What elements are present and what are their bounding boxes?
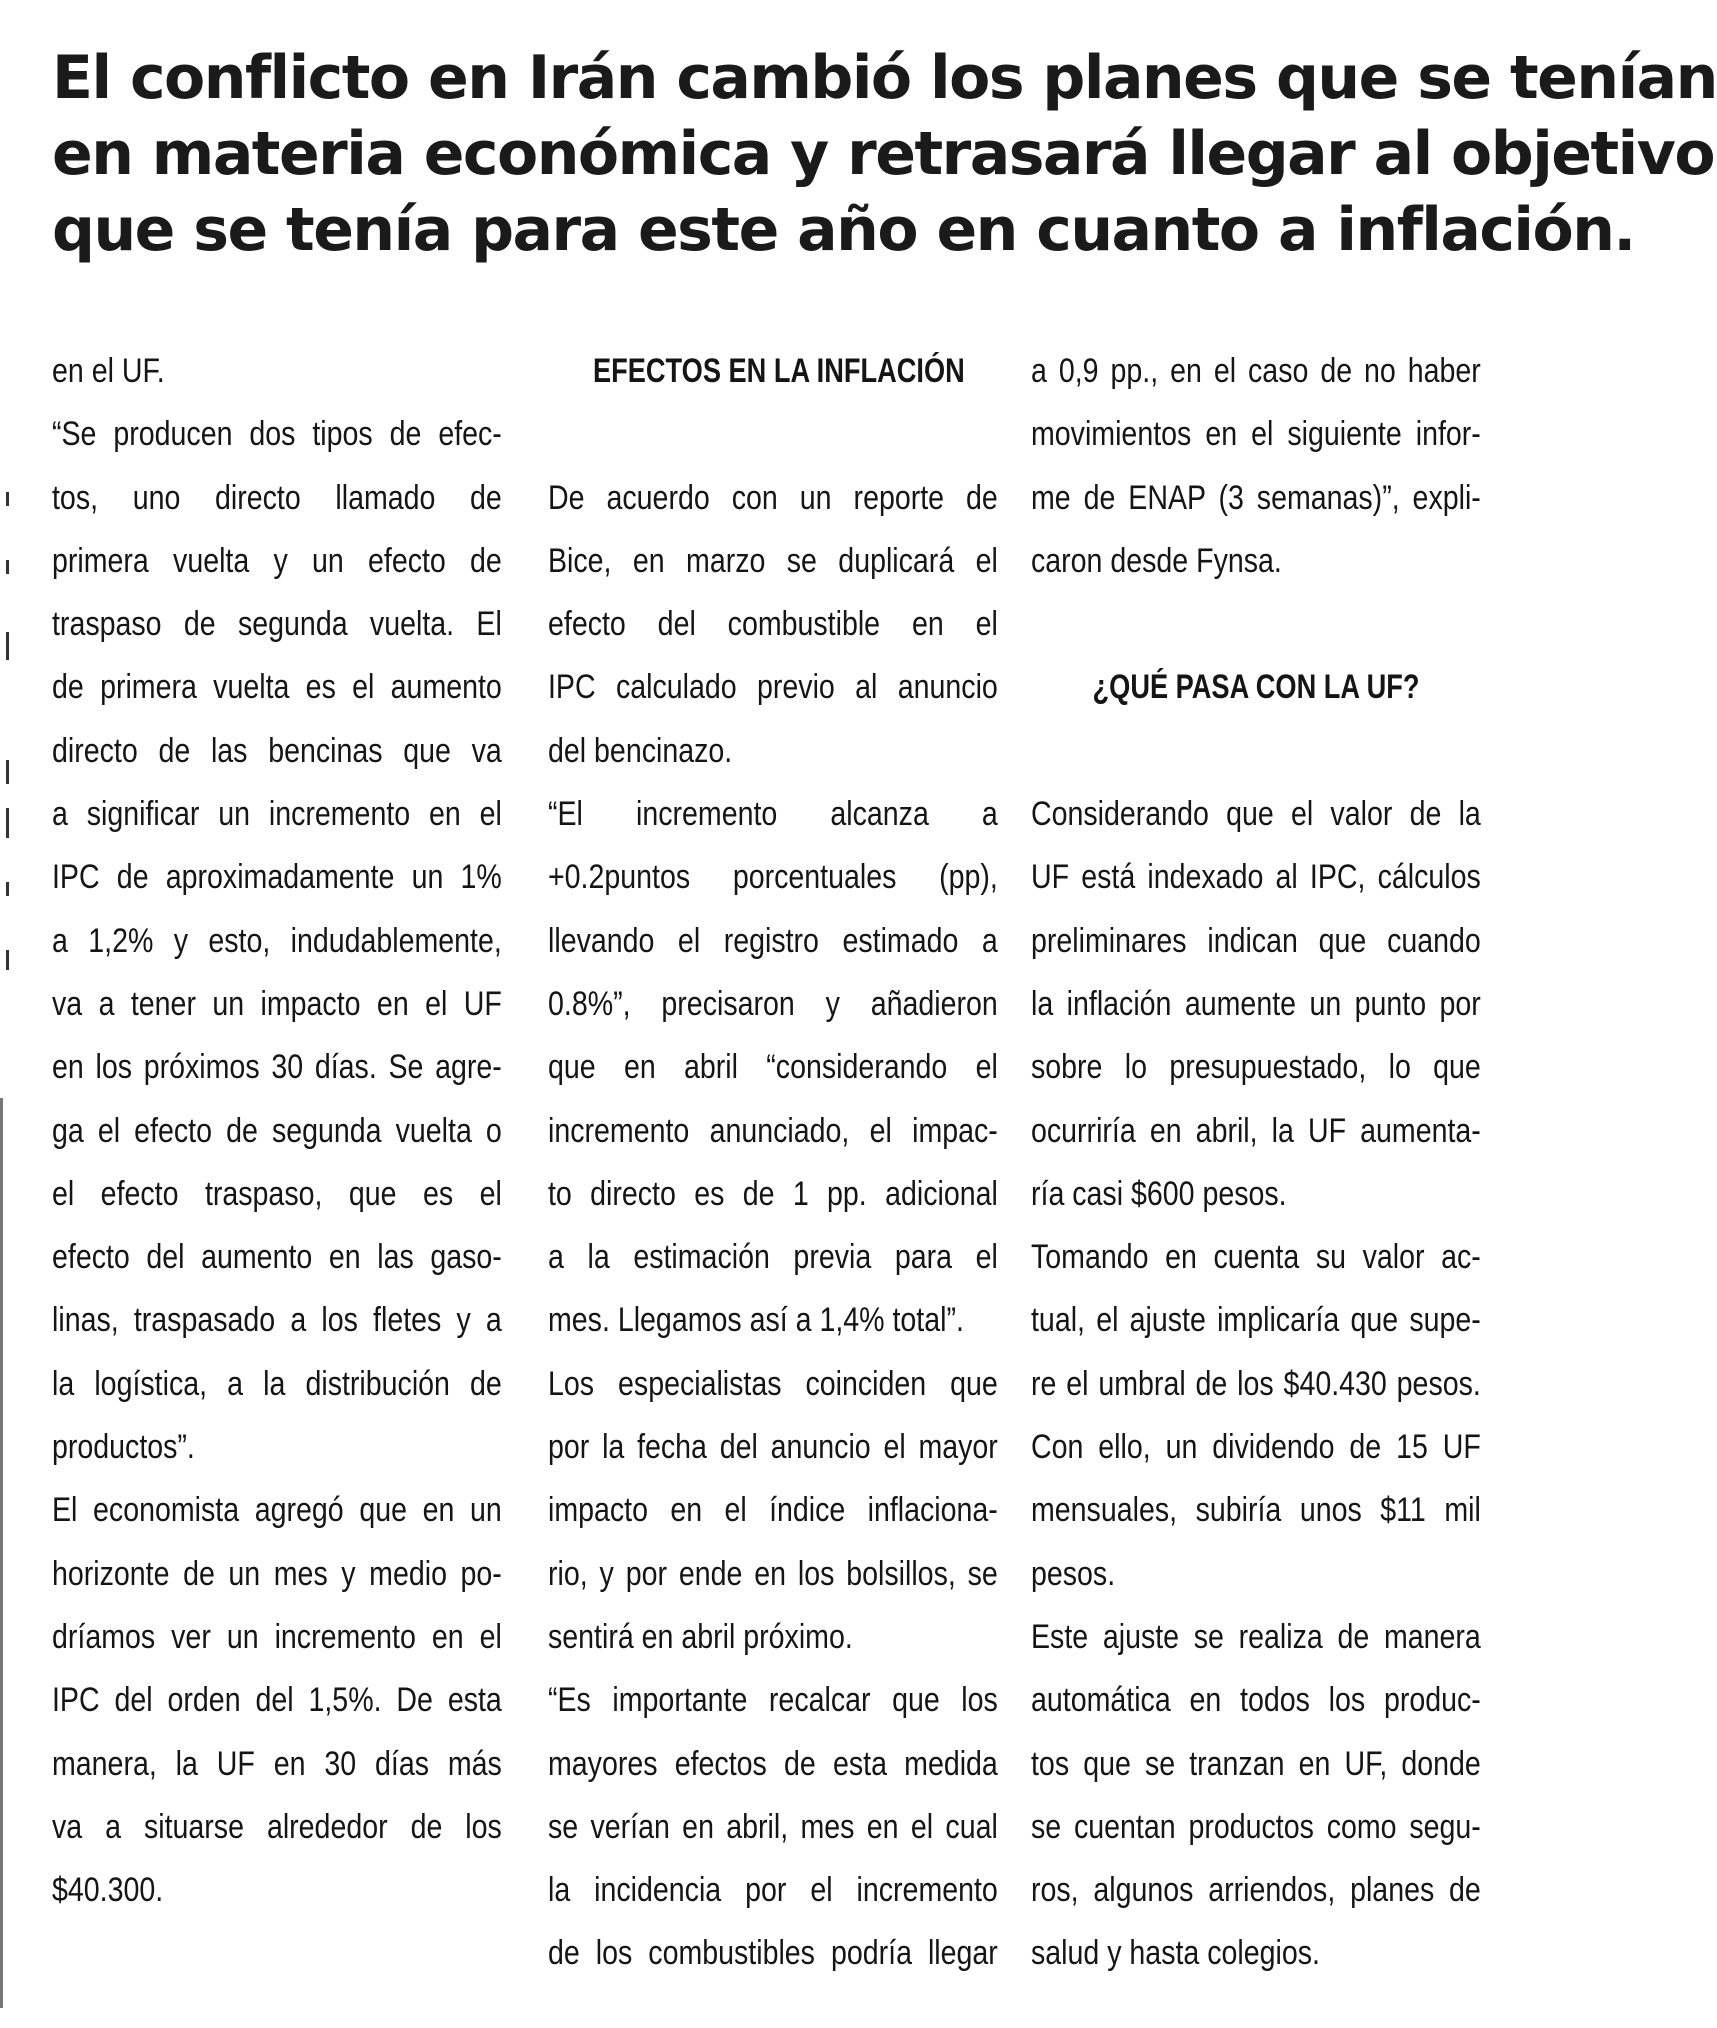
text-line: “Se producen dos tipos de efec- [52, 415, 502, 454]
text-line: ría casi $600 pesos. [1031, 1174, 1287, 1213]
text-line: mayores efectos de esta medida [548, 1744, 998, 1783]
text-line: horizonte de un mes y medio po- [52, 1554, 502, 1593]
text-line: UF está indexado al IPC, cálculos [1031, 858, 1481, 897]
text-line: mes. Llegamos así a 1,4% total”. [548, 1301, 964, 1340]
text-line: Bice, en marzo se duplicará el [548, 541, 998, 580]
article-column-3 [1031, 340, 1481, 1986]
spacer [1031, 720, 1481, 783]
section-heading: ¿QUÉ PASA CON LA UF? [1092, 668, 1420, 707]
text-line: pesos. [1031, 1554, 1116, 1593]
text-line: incremento anunciado, el impac- [548, 1111, 998, 1150]
text-line: traspaso de segunda vuelta. El [52, 605, 502, 644]
text-line: a la estimación previa para el [548, 1238, 998, 1277]
text-line: del bencinazo. [548, 731, 733, 770]
headline-line: que se tenía para este año en cuanto a inflación. [52, 195, 1635, 265]
text-line: a significar un incremento en el [52, 795, 502, 834]
text-line: el efecto traspaso, que es el [52, 1174, 502, 1213]
text-line: sobre lo presupuestado, lo que [1031, 1048, 1481, 1087]
text-line: que en abril “considerando el [548, 1048, 998, 1087]
text-line: De acuerdo con un reporte de [548, 478, 998, 517]
text-line: efecto del aumento en las gaso- [52, 1238, 502, 1277]
text-line: +0.2puntos porcentuales (pp), [548, 858, 998, 897]
text-line: to directo es de 1 pp. adicional [548, 1174, 998, 1213]
spacer [1031, 593, 1481, 656]
text-line: productos”. [52, 1428, 195, 1467]
text-line: ga el efecto de segunda vuelta o [52, 1111, 502, 1150]
text-line: por la fecha del anuncio el mayor [548, 1428, 998, 1467]
text-line: en los próximos 30 días. Se agre- [52, 1048, 502, 1087]
text-line: IPC calculado previo al anuncio [548, 668, 998, 707]
article-column-1 [52, 340, 502, 1922]
text-line: tos que se tranzan en UF, donde [1031, 1744, 1481, 1783]
left-margin-fragments [0, 0, 20, 2028]
article-column-2 [548, 340, 998, 1986]
text-line: Tomando en cuenta su valor ac- [1031, 1238, 1481, 1277]
spacer [548, 403, 998, 466]
text-line: Considerando que el valor de la [1031, 795, 1481, 834]
text-line: Este ajuste se realiza de manera [1031, 1617, 1481, 1656]
text-line: ros, algunos arriendos, planes de [1031, 1871, 1481, 1910]
section-heading: EFECTOS EN LA INFLACIÓN [593, 352, 965, 390]
text-line: El economista agregó que en un [52, 1491, 502, 1530]
text-line: movimientos en el siguiente infor- [1031, 415, 1481, 454]
text-line: “El incremento alcanza a [548, 795, 998, 834]
text-line: 0.8%”, precisaron y añadieron [548, 984, 998, 1023]
text-line: de primera vuelta es el aumento [52, 668, 502, 707]
text-line: linas, traspasado a los fletes y a [52, 1301, 502, 1340]
text-line: primera vuelta y un efecto de [52, 541, 502, 580]
text-line: a 1,2% y esto, indudablemente, [52, 921, 502, 960]
text-line: preliminares indican que cuando [1031, 921, 1481, 960]
text-line: tual, el ajuste implicaría que supe- [1031, 1301, 1481, 1340]
text-line: tos, uno directo llamado de [52, 478, 502, 517]
text-line: va a tener un impacto en el UF [52, 984, 502, 1023]
text-line: dríamos ver un incremento en el [52, 1617, 502, 1656]
text-line: sentirá en abril próximo. [548, 1617, 853, 1656]
text-line: “Es importante recalcar que los [548, 1681, 998, 1720]
text-line: la inflación aumente un punto por [1031, 984, 1481, 1023]
text-line: la logística, a la distribución de [52, 1364, 502, 1403]
text-line: $40.300. [52, 1871, 164, 1910]
text-line: IPC del orden del 1,5%. De esta [52, 1681, 502, 1720]
text-line: mensuales, subiría unos $11 mil [1031, 1491, 1481, 1530]
text-line: va a situarse alrededor de los [52, 1807, 502, 1846]
text-line: re el umbral de los $40.430 pesos. [1031, 1364, 1481, 1403]
text-line: se cuentan productos como segu- [1031, 1807, 1481, 1846]
headline-line: El conflicto en Irán cambió los planes que se tenían [52, 43, 1717, 113]
text-line: efecto del combustible en el [548, 605, 998, 644]
text-line: me de ENAP (3 semanas)”, expli- [1031, 478, 1481, 517]
text-line: a 0,9 pp., en el caso de no haber [1031, 352, 1481, 390]
text-line: ocurriría en abril, la UF aumenta- [1031, 1111, 1481, 1150]
text-line: Con ello, un dividendo de 15 UF [1031, 1428, 1481, 1467]
text-line: salud y hasta colegios. [1031, 1934, 1320, 1973]
text-line: impacto en el índice inflaciona- [548, 1491, 998, 1530]
headline-line: en materia económica y retrasará llegar al objetivo [52, 119, 1715, 189]
text-line: IPC de aproximadamente un 1% [52, 858, 502, 897]
text-line: manera, la UF en 30 días más [52, 1744, 502, 1783]
text-line: directo de las bencinas que va [52, 731, 502, 770]
text-line: en el UF. [52, 352, 165, 390]
left-edge-rule [0, 1098, 3, 2008]
text-line: rio, y por ende en los bolsillos, se [548, 1554, 998, 1593]
text-line: Los especialistas coinciden que [548, 1364, 998, 1403]
text-line: automática en todos los produc- [1031, 1681, 1481, 1720]
text-line: llevando el registro estimado a [548, 921, 998, 960]
article-headline [52, 40, 1717, 268]
text-line: caron desde Fynsa. [1031, 541, 1282, 580]
text-line: la incidencia por el incremento [548, 1871, 998, 1910]
text-line: de los combustibles podría llegar [548, 1934, 998, 1973]
text-line: se verían en abril, mes en el cual [548, 1807, 998, 1846]
